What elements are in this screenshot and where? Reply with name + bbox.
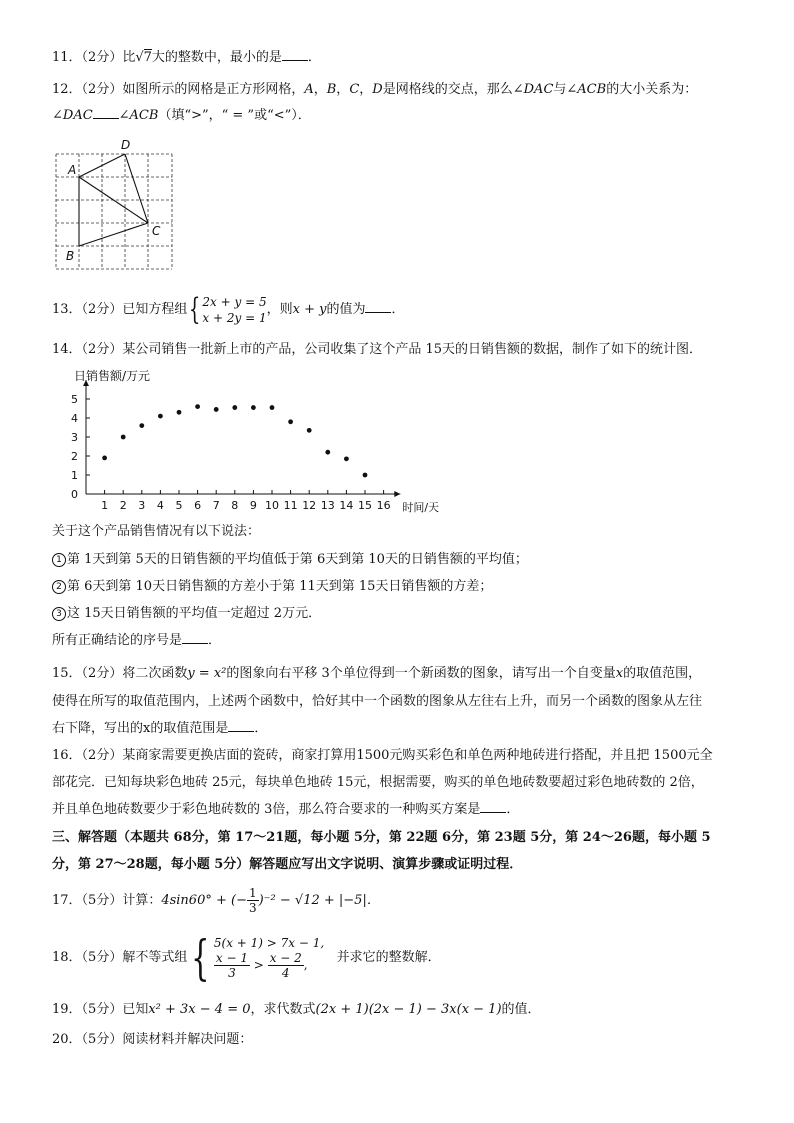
q14-ask: 所有正确结论的序号是 ．: [52, 633, 222, 648]
x-tick-label: 11: [283, 499, 298, 512]
q14-statement-3: 3 这 15天日销售额的平均值一定超过 2万元．: [52, 604, 754, 624]
data-point: [102, 456, 107, 461]
x-tick-label: 2: [119, 499, 127, 512]
question-12-line1: 12．（2分）如图所示的网格是正方形网格，A，B，C，D是网格线的交点，那么∠DAC与∠ACB的大小关系为：: [52, 82, 698, 97]
data-point: [288, 419, 293, 424]
x-tick-label: 1: [101, 499, 109, 512]
x-tick-label: 12: [302, 499, 317, 512]
question-19: 19．（5分）已知x² + 3x − 4 = 0，求代数式(2x + 1)(2x − 1) − 3x(x − 1)的值．: [52, 1002, 541, 1017]
segment-DC: [125, 154, 148, 223]
question-16-line2: 部花完．已知每块彩色地砖 25元，每块单色地砖 15元，根据需要，购买的单色地砖数要超过彩色地砖数的 2倍，: [52, 775, 704, 790]
answer-blank: [480, 800, 506, 813]
y-tick-label: 0: [71, 488, 78, 501]
label-B: B: [66, 249, 75, 263]
label-A: A: [68, 163, 77, 177]
question-14-stem: 14．（2分）某公司销售一批新上市的产品，公司收集了这个产品 15天的日销售额的数据，制作了如下的统计图．: [52, 342, 702, 357]
data-point: [177, 410, 182, 415]
x-tick-label: 4: [156, 499, 164, 512]
data-point: [214, 407, 219, 412]
segment-AD: [79, 154, 125, 177]
question-15-line1: 15．（2分）将二次函数y = x²的图象向右平移 3个单位得到一个新函数的图象，请写出一个自变量x的取值范围，: [52, 666, 702, 681]
question-12-line2: ∠DAC ∠ACB（填“>”，“ = ”或“<”）．: [52, 108, 311, 123]
question-18: 18．（5分）解不等式组{ 5(x + 1) > 7x − 1, $\frac{x - 1}{3}$ > $\frac{x - 2}{4}$ , 并求它的整数解．: [52, 929, 441, 986]
x-tick-label: 10: [265, 499, 279, 512]
section-3-heading-line2: 分，第 27～28题，每小题 5分）解答题应写出文字说明、演算步骤或证明过程．: [52, 857, 523, 872]
y-tick-label: 3: [71, 431, 78, 444]
data-point: [158, 414, 163, 419]
question-15-line2: 使得在所写的取值范围内，上述两个函数中，恰好其中一个函数的图象从左往右上升，而另一个函数的图象从左往: [52, 694, 703, 709]
data-point: [363, 473, 368, 478]
y-tick-label: 4: [71, 412, 78, 425]
inequality-system: 5(x + 1) > 7x − 1, $\frac{x - 1}{3}$ > $\frac{x - 2}{4}$ ,: [213, 936, 325, 980]
sales-scatter-chart: [50, 364, 440, 516]
x-tick-label: 15: [358, 499, 372, 512]
question-13: 13．（2分）已知方程组{ 2x + y = 5 x + 2y = 1 ，则x + y的值为 ．: [52, 291, 405, 327]
q14-statement-1: 1 第 1天到第 5天的日销售额的平均值低于第 6天到第 10天的日销售额的平均值；: [52, 550, 754, 570]
answer-blank: [93, 106, 119, 119]
question-16-line1: 16．（2分）某商家需要更换店面的瓷砖，商家打算用1500元购买彩色和单色两种地砖进行搭配，并且把 1500元全: [52, 748, 713, 763]
question-20: 20．（5分）阅读材料并解决问题：: [52, 1032, 253, 1047]
segment-BC: [79, 223, 148, 246]
equation-system: 2x + y = 5 x + 2y = 1: [202, 294, 267, 325]
x-axis-label: 时间/天: [402, 501, 440, 514]
question-17: 17．（5分）计算：4sin60° + (− $\frac{1}{3}$ )⁻² − √12 + |−5|．: [52, 886, 380, 915]
x-tick-label: 9: [249, 499, 257, 512]
question-15-line3: 右下降，写出的x的取值范围是 ．: [52, 721, 268, 736]
x-tick-label: 13: [320, 499, 335, 512]
answer-blank: [228, 719, 254, 732]
data-point: [251, 405, 256, 410]
data-point: [121, 435, 126, 440]
question-16-line3: 并且单色地砖数要少于彩色地砖数的 3倍，那么符合要求的一种购买方案是 ．: [52, 802, 520, 817]
x-tick-label: 14: [339, 499, 354, 512]
y-tick-label: 2: [71, 450, 78, 463]
data-point: [270, 405, 275, 410]
answer-blank: [365, 300, 391, 313]
label-D: D: [121, 138, 131, 152]
label-C: C: [152, 224, 161, 238]
radical-sign: √: [135, 50, 144, 65]
q14-intro: 关于这个产品销售情况有以下说法：: [52, 524, 261, 539]
x-axis-arrow: [394, 491, 400, 497]
data-point: [232, 405, 237, 410]
y-tick-label: 5: [71, 393, 78, 406]
section-3-heading-line1: 三、解答题（本题共 68分，第 17～21题，每小题 5分，第 22题 6分，第 23题 5分，第 24～26题，每小题 5: [52, 830, 711, 845]
x-tick-label: 3: [138, 499, 146, 512]
data-point: [325, 450, 330, 455]
x-tick-label: 16: [376, 499, 391, 512]
x-tick-label: 6: [194, 499, 202, 512]
question-11: 11．（2分）比√7大的整数中，最小的是 ．: [52, 50, 321, 65]
grid-figure: [50, 134, 180, 274]
data-point: [344, 456, 349, 461]
q14-statement-2: 2 第 6天到第 10天日销售额的方差小于第 11天到第 15天日销售额的方差；: [52, 577, 754, 597]
y-tick-label: 1: [71, 469, 78, 482]
x-tick-label: 5: [175, 499, 183, 512]
y-axis-label: 日销售额/万元: [74, 369, 151, 383]
data-point: [195, 404, 200, 409]
data-point: [307, 428, 312, 433]
x-tick-label: 8: [231, 499, 239, 512]
x-tick-label: 7: [212, 499, 220, 512]
answer-blank: [182, 631, 208, 644]
data-point: [139, 423, 144, 428]
answer-blank: [282, 48, 308, 61]
